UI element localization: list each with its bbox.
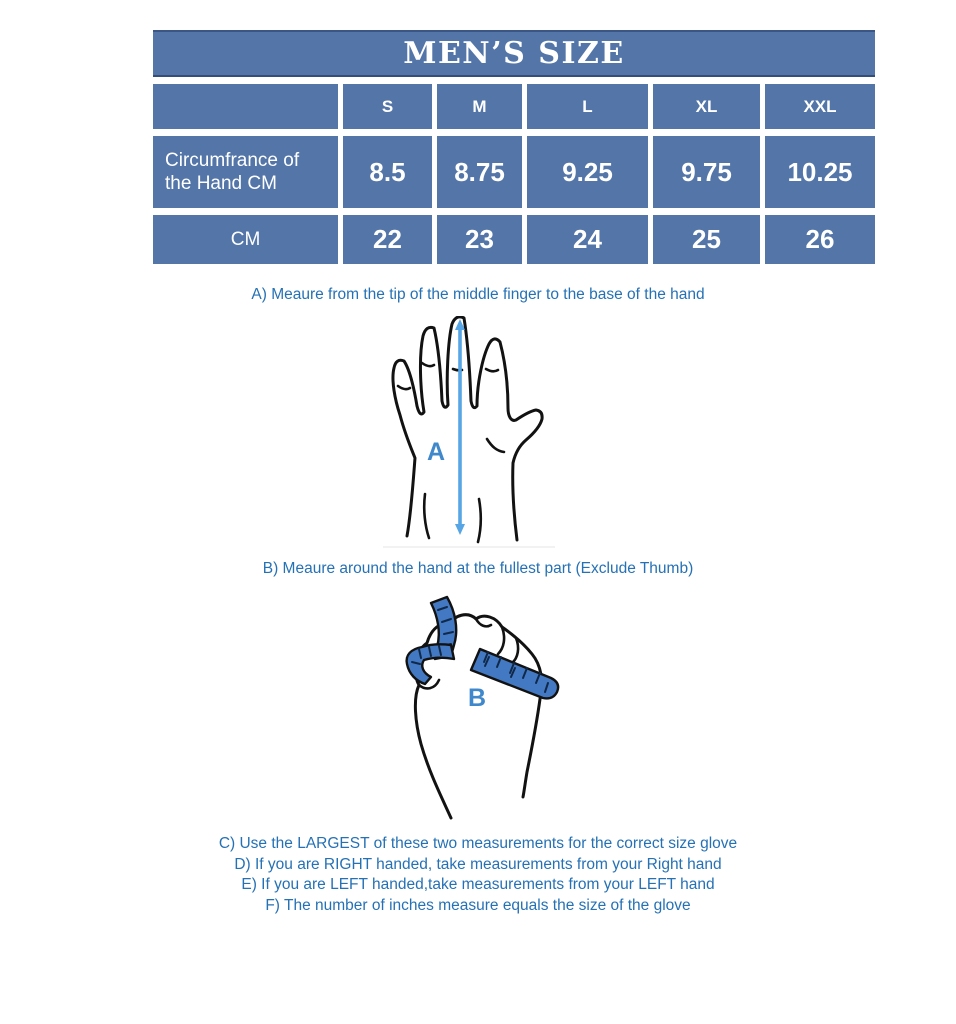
instruction-f: F) The number of inches measure equals the size of the glove <box>265 896 691 914</box>
circumference-m: 8.75 <box>437 136 522 208</box>
circumference-xxl: 10.25 <box>765 136 875 208</box>
fist-with-tape-icon <box>388 588 595 825</box>
size-header-s: S <box>343 84 432 129</box>
size-header-blank <box>153 84 338 129</box>
size-header-xl: XL <box>653 84 760 129</box>
size-grid <box>153 84 875 264</box>
fist-measure-figure <box>388 588 595 825</box>
cm-l: 24 <box>527 215 648 264</box>
open-hand-icon <box>383 316 555 546</box>
circumference-s: 8.5 <box>343 136 432 208</box>
row-label-circumference: Circumfrance of the Hand CM <box>153 136 338 208</box>
instruction-d: D) If you are RIGHT handed, take measurements from your Right hand <box>234 855 722 873</box>
row-label-cm: CM <box>153 215 338 264</box>
figure-label-b: B <box>468 684 487 712</box>
table-title: MEN’S SIZE <box>153 30 875 77</box>
instruction-a: A) Meaure from the tip of the middle finger to the base of the hand <box>251 286 705 303</box>
instruction-c: C) Use the LARGEST of these two measurements for the correct size glove <box>218 835 738 852</box>
cm-xl: 25 <box>653 215 760 264</box>
instruction-b: B) Meaure around the hand at the fullest part (Exclude Thumb) <box>262 560 694 577</box>
instructions-cdef <box>0 834 956 916</box>
instruction-e: E) If you are LEFT handed,take measurements from your LEFT hand <box>241 876 715 893</box>
cm-m: 23 <box>437 215 522 264</box>
size-header-m: M <box>437 84 522 129</box>
open-hand-measure-figure <box>383 316 555 548</box>
size-header-l: L <box>527 84 648 129</box>
figure-label-a: A <box>427 438 446 466</box>
cm-s: 22 <box>343 215 432 264</box>
size-header-xxl: XXL <box>765 84 875 129</box>
mens-size-table <box>153 30 875 264</box>
cm-xxl: 26 <box>765 215 875 264</box>
circumference-xl: 9.75 <box>653 136 760 208</box>
circumference-l: 9.25 <box>527 136 648 208</box>
